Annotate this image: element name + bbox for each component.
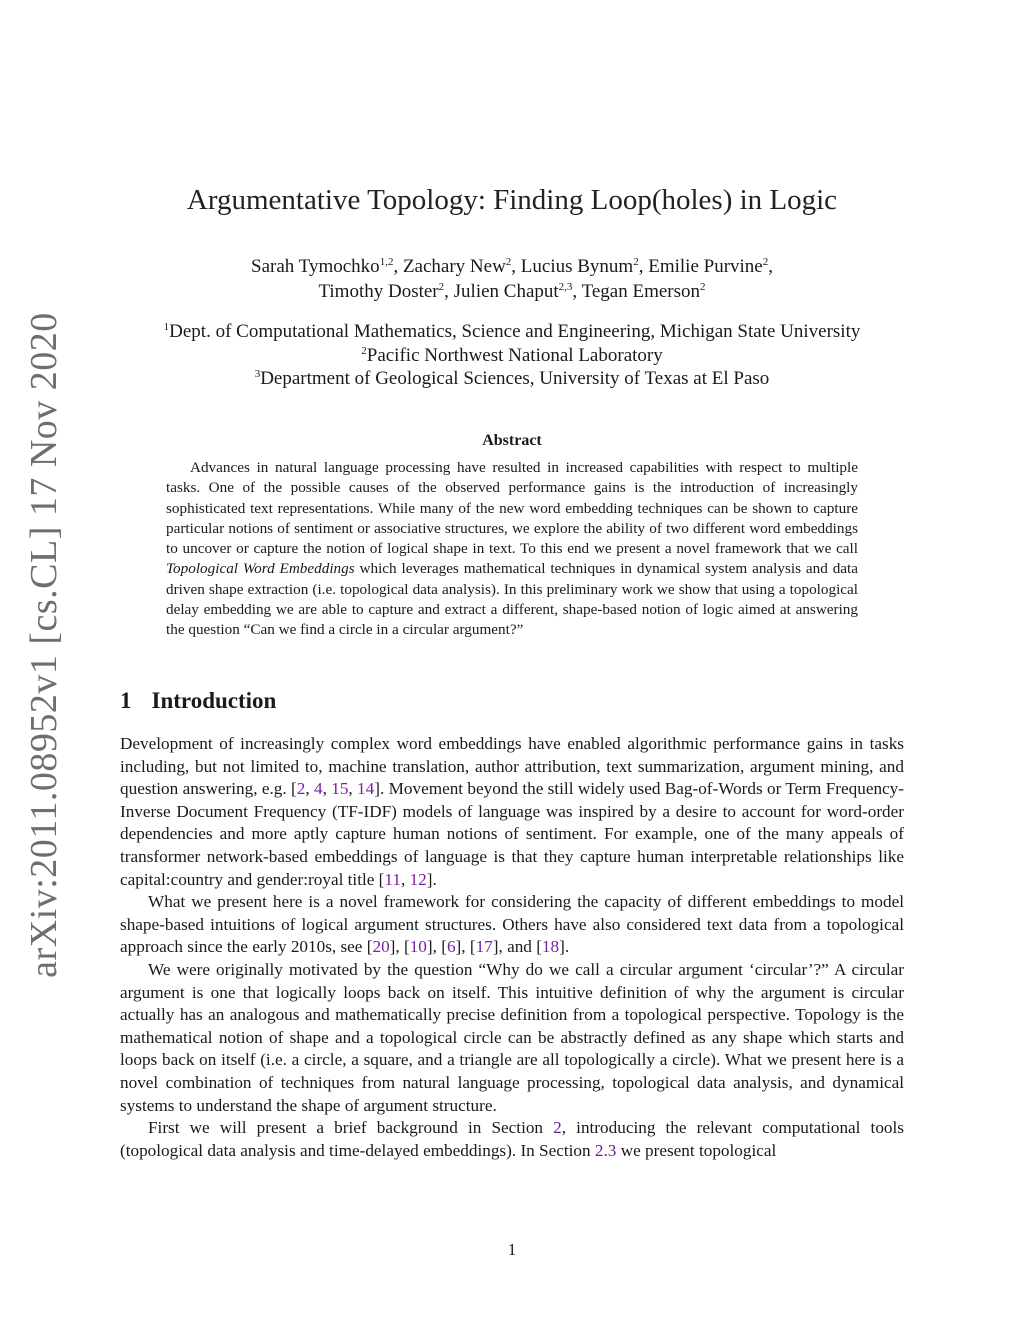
citation-link[interactable]: 20 xyxy=(372,937,390,957)
author: Zachary New$^2$, xyxy=(402,256,521,277)
citation-link[interactable]: 6 xyxy=(446,937,456,957)
abstract-heading: Abstract xyxy=(482,432,542,449)
author: Lucius Bynum$^2$, xyxy=(520,256,649,277)
author: Sarah Tymochko$^{1,2}$, xyxy=(251,256,403,277)
section-number: 1 xyxy=(120,688,132,713)
section-reference-link[interactable]: 2 xyxy=(553,1118,562,1138)
citation-link[interactable]: 18 xyxy=(541,937,560,957)
citation-link[interactable]: 14 xyxy=(357,779,375,799)
section-heading xyxy=(120,688,276,714)
page-number: 1 xyxy=(507,1240,517,1259)
affiliation: $^1$Dept. of Computational Mathematics, Science and Engineering, Michigan State University xyxy=(163,321,861,342)
affiliation: $^3$Department of Geological Sciences, University of Texas at El Paso xyxy=(254,368,770,389)
paragraph: We were originally motivated by the question “Why do we call a circular argument ‘circular’?” A circular argument is one that logically loops back on itself. This intuitive definition of why the argument is circular actually has an analogous and mathematically precise definition from a topological perspective. Topology is the mathematical notion of shape and a topological circle can be abstractly defined as any shape which starts and loops back on itself (i.e. a circle, a square, and a triangle are all topologically a circle). What we present here is a novel combination of techniques from natural language processing, topological data analysis, and dynamical systems to understand the shape of argument structure. xyxy=(120,959,904,1115)
paper-title: Argumentative Topology: Finding Loop(holes) in Logic xyxy=(186,184,838,216)
paragraph: First we will present a brief background in Section 2, introducing the relevant computational tools (topological data analysis and time-delayed embeddings). In Section 2.3 we present topological xyxy=(120,1118,904,1160)
arxiv-identifier-stamp: arXiv:2011.08952v1 [cs.CL] 17 Nov 2020 xyxy=(23,312,65,978)
author: Julien Chaput$^{2,3}$, xyxy=(453,281,582,302)
affiliation-list xyxy=(110,320,914,391)
citation-link[interactable]: 4 xyxy=(313,779,323,799)
citation-link[interactable]: 11 xyxy=(384,869,401,889)
section-title: Introduction xyxy=(151,688,277,713)
citation-link[interactable]: 10 xyxy=(409,937,427,957)
section-reference-link[interactable]: 2.3 xyxy=(594,1140,617,1160)
introduction-body xyxy=(120,733,904,1162)
citation-link[interactable]: 2 xyxy=(296,779,306,799)
author: Emilie Purvine$^2$, xyxy=(648,256,773,277)
paragraph: Development of increasingly complex word embeddings have enabled algorithmic performance gains in tasks including, but not limited to, machine translation, author attribution, text summarization, argument mining, and question answering, e.g. [2, 4, 15, 14]. Movement beyond the still widely used Bag-of-Words or Term Frequency-Inverse Document Frequency (TF-IDF) models of language was inspired by a desire to account for word-order dependencies and more aptly capture human notions of sentiment. For example, one of the many appeals of transformer network-based embeddings of language is that they capture human interpretable relationships like capital:country and gender:royal title [11, 12]. xyxy=(120,734,905,889)
author: Tegan Emerson$^2$ xyxy=(581,281,706,302)
affiliation: $^2$Pacific Northwest National Laboratory xyxy=(361,344,663,366)
author: Timothy Doster$^2$, xyxy=(318,281,454,302)
author-list xyxy=(120,254,904,304)
abstract-body: Advances in natural language processing have resulted in increased capabilities with respect to multiple tasks. One of the possible causes of the observed performance gains is the introduction of increasingly sophisticated text representations. While many of the new word embedding techniques can be shown to capture particular notions of sentiment or associative structures, we explore the ability of two different word embeddings to uncover or capture the notion of logical shape in text. To this end we present a novel framework that we call Topological Word Embeddings which leverages mathematical techniques in dynamical system analysis and data driven shape extraction (i.e. topological data analysis). In this preliminary work we show that using a topological delay embedding we are able to capture and extract a different, shape-based notion of logic aimed at answering the question “Can we find a circle in a circular argument?” xyxy=(166,459,858,639)
citation-link[interactable]: 12 xyxy=(409,869,427,889)
paragraph: What we present here is a novel framework for considering the capacity of different embeddings to model shape-based intuitions of logical argument structures. Others have also considered text data from a topological approach since the early 2010s, see [20], [10], [6], [17], and [18]. xyxy=(120,892,904,957)
citation-link[interactable]: 15 xyxy=(331,779,349,799)
citation-link[interactable]: 17 xyxy=(475,937,493,957)
abstract-emphasis: Topological Word Embeddings xyxy=(166,560,355,578)
